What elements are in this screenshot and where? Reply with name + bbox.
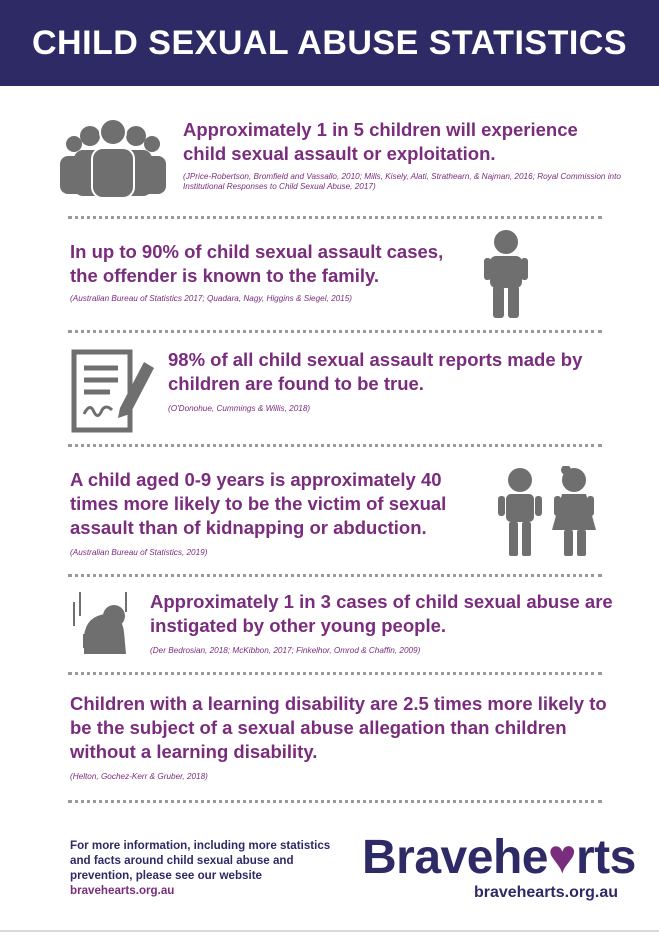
signed-document-icon [70,348,156,434]
divider [68,216,602,219]
brand-url[interactable]: bravehearts.org.au [473,884,618,901]
footer-website-link[interactable]: bravehearts.org.au [70,884,175,897]
divider [68,672,602,675]
stat-2-citation: (Australian Bureau of Statistics 2017; Quadara, Nagy, Higgins & Siegel, 2015) [70,294,353,303]
stat-4-citation: (Australian Bureau of Statistics, 2019) [70,548,208,557]
stat-6-citation: (Helton, Gochez-Kerr & Gruber, 2018) [70,772,208,781]
stat-3-citation: (O'Donohue, Cummings & Willis, 2018) [168,404,311,413]
divider [68,800,602,803]
stat-2-text: In up to 90% of child sexual assault cases, the offender is known to the family. [70,241,444,286]
divider [68,444,602,447]
brand-name-mid: he [492,831,548,884]
stat-5-citation: (Der Bedrosian, 2018; McKibbon, 2017; Finkelhor, Omrod & Chaffin, 2009) [150,646,421,655]
stat-1-text: Approximately 1 in 5 children will experience child sexual assault or exploitation. [183,119,578,164]
child-icon [484,230,528,320]
stat-1-citation: (JPrice-Robertson, Bromfield and Vassallo, 2010; Mills, Kisely, Alati, Strathearn, & Najman, 2016; Royal Commission into Institutional Responses to Child Sexual Abuse, 2017) [183,172,621,191]
boy-and-girl-icon [496,466,600,558]
distressed-child-icon [70,586,134,658]
brand-name-end: rts [575,831,636,884]
group-icon [56,118,170,198]
footer-info-text [70,838,340,898]
stat-6-text: Children with a learning disability are 2.5 times more likely to be the subject of a sexual abuse allegation than children without a learning disability. [70,693,607,762]
stat-4-text: A child aged 0-9 years is approximately 40 times more likely to be the victim of sexual assault than of kidnapping or abduction. [70,469,447,538]
brand-name-start: Brave [362,831,493,884]
page-title: CHILD SEXUAL ABUSE STATISTICS [31,24,628,62]
footer-info: For more information, including more statistics and facts around child sexual abuse and prevention, please see our website [70,839,331,882]
stat-5-text: Approximately 1 in 3 cases of child sexual abuse are instigated by other young people. [150,591,613,636]
brand-wordmark [362,832,642,884]
bottom-rule [0,930,659,932]
header-banner [0,0,659,86]
bravehearts-logo [362,831,642,901]
stat-3-text: 98% of all child sexual assault reports made by children are found to be true. [168,349,583,394]
divider [68,330,602,333]
divider [68,574,602,577]
heart-icon: ♥ [547,831,576,884]
